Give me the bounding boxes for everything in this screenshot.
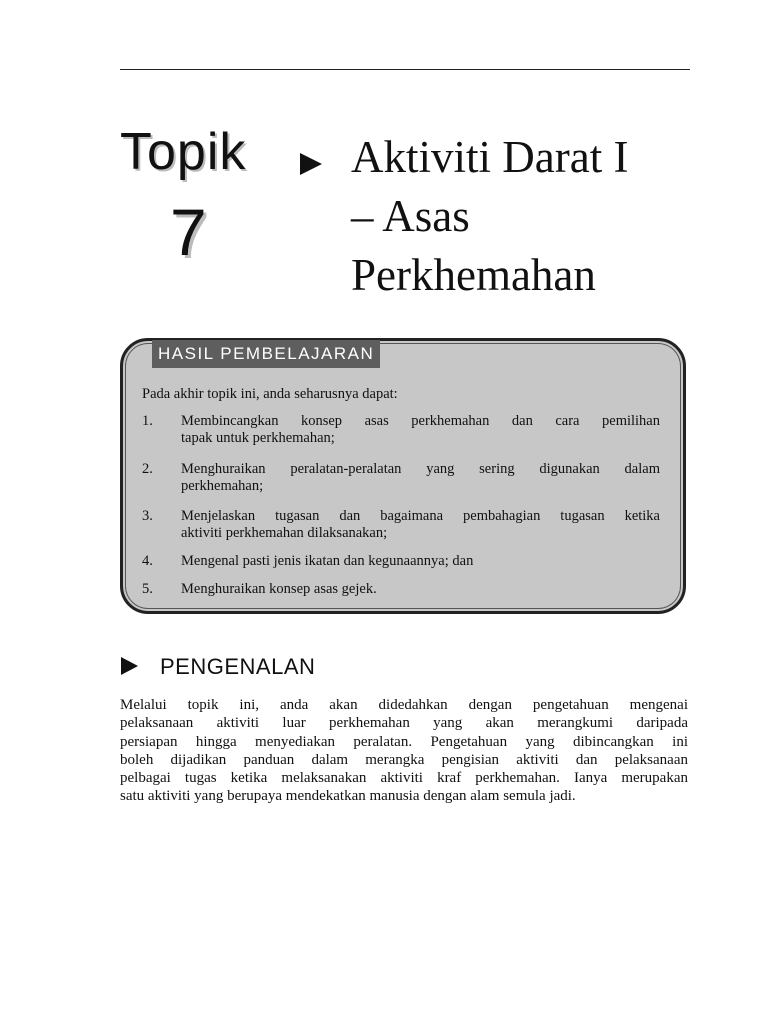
outcome-text-line: Mengenal pasti jenis ikatan dan kegunaannya; dan [181, 553, 474, 569]
chapter-title-line-1: Aktiviti Darat I [351, 132, 629, 182]
outcome-text-line: Menjelaskan tugasan dan bagaimana pembahagian tugasan ketika [181, 508, 660, 524]
triangle-right-icon [300, 153, 322, 175]
learning-outcomes-label: HASIL PEMBELAJARAN [152, 340, 380, 368]
outcome-number: 5. [142, 581, 153, 597]
learning-outcomes-intro: Pada akhir topik ini, anda seharusnya dapat: [142, 386, 398, 402]
chapter-title [351, 128, 711, 305]
paragraph-line: pelaksanaan aktiviti luar perkhemahan yang akan merangkumi daripada [120, 715, 688, 732]
outcome-number: 1. [142, 413, 153, 429]
outcome-number: 4. [142, 553, 153, 569]
outcome-text-line: perkhemahan; [181, 478, 264, 494]
outcome-text-line: Menghuraikan peralatan-peralatan yang sering digunakan dalam [181, 461, 660, 477]
paragraph-line: boleh dijadikan panduan dalam merangka pengisian aktiviti dan pelaksanaan [120, 751, 688, 768]
outcome-text-line: tapak untuk perkhemahan; [181, 430, 335, 446]
topic-label: Topik [120, 123, 247, 181]
paragraph-line: persiapan hingga menyediakan peralatan. Pengetahuan yang dibincangkan ini [120, 733, 688, 750]
paragraph-line: satu aktiviti yang berupaya mendekatkan manusia dengan alam semula jadi. [120, 788, 576, 805]
chapter-title-line-2: – Asas [351, 191, 470, 241]
paragraph-line: Melalui topik ini, anda akan didedahkan dengan pengetahuan mengenai [120, 697, 688, 713]
outcome-text-line: Membincangkan konsep asas perkhemahan dan cara pemilihan [181, 413, 660, 429]
outcome-number: 2. [142, 461, 153, 477]
chapter-title-line-3: Perkhemahan [351, 250, 596, 300]
outcome-number: 3. [142, 508, 153, 524]
paragraph-line: pelbagai tugas ketika melaksanakan aktiviti kraf perkhemahan. Ianya merupakan [120, 770, 688, 787]
section-heading: PENGENALAN [160, 654, 316, 679]
topic-number: 7 [170, 195, 207, 269]
introduction-paragraph [120, 696, 688, 806]
outcome-text-line: Menghuraikan konsep asas gejek. [181, 581, 377, 597]
triangle-right-icon [121, 657, 138, 675]
outcome-text-line: aktiviti perkhemahan dilaksanakan; [181, 525, 388, 541]
top-rule [120, 69, 690, 70]
